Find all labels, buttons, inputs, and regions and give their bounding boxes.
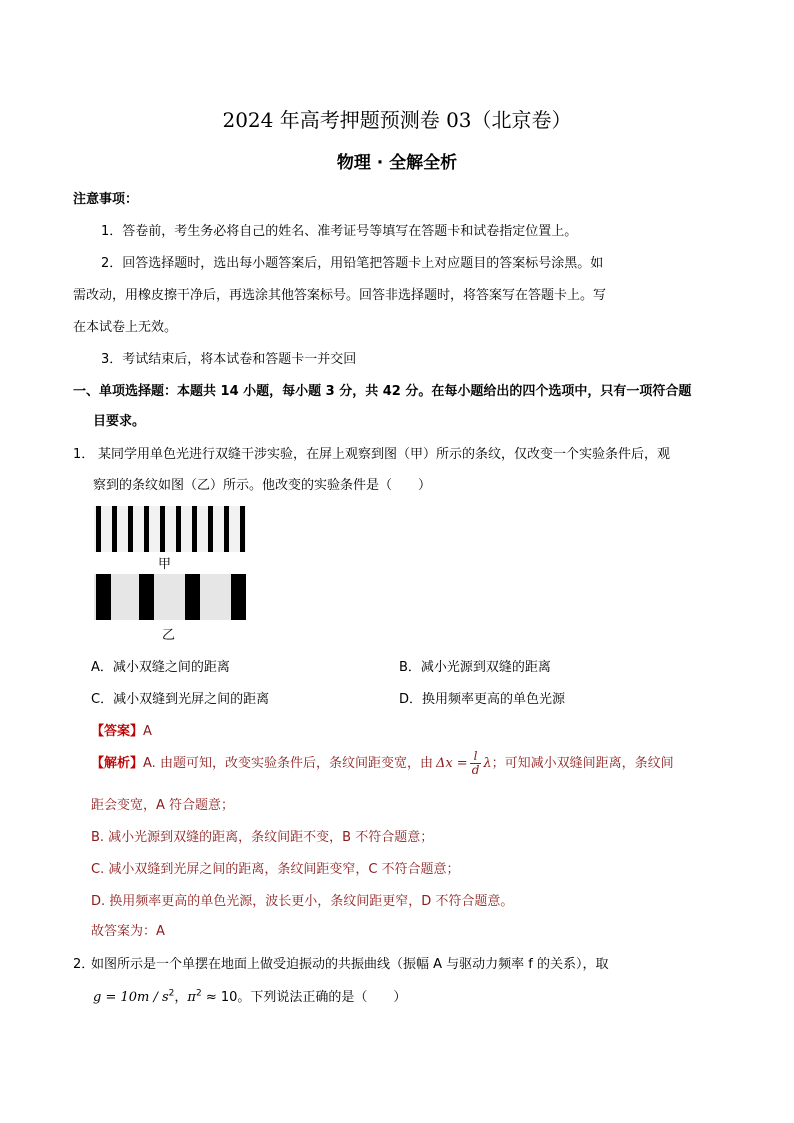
analysis-c: C. 减小双缝到光屏之间的距离，条纹间距变窄，C 不符合题意； <box>91 862 460 877</box>
notes-item-2-line-3: 在本试卷上无效。 <box>73 320 178 335</box>
notes-heading: 注意事项： <box>73 192 139 207</box>
notes-item-3: 3．考试结束后，将本试卷和答题卡一并交回 <box>101 352 357 367</box>
answer-line <box>91 720 152 739</box>
question-2-stem-line-1: 如图所示是一个单摆在地面上做受迫振动的共振曲线（振幅 A 与驱动力频率 f 的关系），取 <box>91 957 609 972</box>
option-d: D．换用频率更高的单色光源 <box>399 692 566 707</box>
page-subtitle: 物理 · 全解全析 <box>336 153 458 173</box>
answer-value: A <box>143 724 152 739</box>
g-exponent: 2 <box>168 988 175 999</box>
question-1-number: 1． <box>73 447 95 462</box>
analysis-a-part-3: 距会变宽，A 符合题意； <box>91 798 235 813</box>
question-1-stem-line-2: 察到的条纹如图（乙）所示。他改变的实验条件是（ ） <box>93 478 432 493</box>
notes-item-2-line-2: 需改动，用橡皮擦干净后，再选涂其他答案标号。回答非选择题时，将答案写在答题卡上。写 <box>73 288 607 303</box>
analysis-line-1 <box>91 749 674 779</box>
analysis-tag: 【解析】 <box>91 756 144 771</box>
figure-label-yi: 乙 <box>162 628 176 643</box>
analysis-d: D. 换用频率更高的单色光源，波长更小，条纹间距更窄，D 不符合题意。 <box>91 894 514 909</box>
conclusion: 故答案为：A <box>91 924 165 939</box>
question-2-number: 2． <box>73 957 95 972</box>
answer-tag: 【答案】 <box>91 724 144 739</box>
analysis-a-part-2: ；可知减小双缝间距离，条纹间 <box>491 756 674 771</box>
option-b: B．减小光源到双缝的距离 <box>399 660 551 675</box>
formula-denominator: d <box>471 763 480 777</box>
formula-numerator: l <box>470 750 482 764</box>
separator: ， <box>174 990 188 1005</box>
section-heading-line-2: 目要求。 <box>93 414 146 429</box>
formula-lhs: Δx = <box>435 756 468 771</box>
fringe-pattern-yi <box>94 574 246 620</box>
figure-label-jia: 甲 <box>158 557 172 572</box>
option-c: C．减小双缝到光屏之间的距离 <box>91 692 270 707</box>
formula-rhs: λ <box>483 756 492 771</box>
analysis-b: B. 减小光源到双缝的距离，条纹间距不变，B 不符合题意； <box>91 830 434 845</box>
pi-exponent: 2 <box>195 988 202 999</box>
question-2-stem-line-2 <box>93 986 406 1005</box>
page-title: 2024 年高考押题预测卷 03（北京卷） <box>222 108 572 132</box>
option-a: A．减小双缝之间的距离 <box>91 660 230 675</box>
notes-item-2-line-1: 2．回答选择题时，选出每小题答案后，用铅笔把答题卡上对应题目的答案标号涂黑。如 <box>101 256 604 271</box>
pi-symbol: π <box>187 990 196 1005</box>
fringe-pattern-jia <box>94 506 246 552</box>
formula-fraction <box>470 750 482 777</box>
question-2-stem-tail: 。下列说法正确的是（ ） <box>237 990 407 1005</box>
section-heading-line-1: 一、单项选择题：本题共 14 小题，每小题 3 分，共 42 分。在每小题给出的四个选项中，只有一项符合题 <box>73 384 692 399</box>
fringe-figure <box>94 503 250 643</box>
analysis-a-part-1: A. 由题可知，改变实验条件后，条纹间距变宽，由 <box>143 756 433 771</box>
question-1-stem-line-1: 某同学用单色光进行双缝干涉实验，在屏上观察到图（甲）所示的条纹，仅改变一个实验条件后，观 <box>98 447 671 462</box>
g-expression: g = 10m / s <box>93 990 169 1005</box>
notes-item-1: 1．答卷前，考生务必将自己的姓名、准考证号等填写在答题卡和试卷指定位置上。 <box>101 224 578 239</box>
approx-expression: ≈ 10 <box>201 990 238 1005</box>
